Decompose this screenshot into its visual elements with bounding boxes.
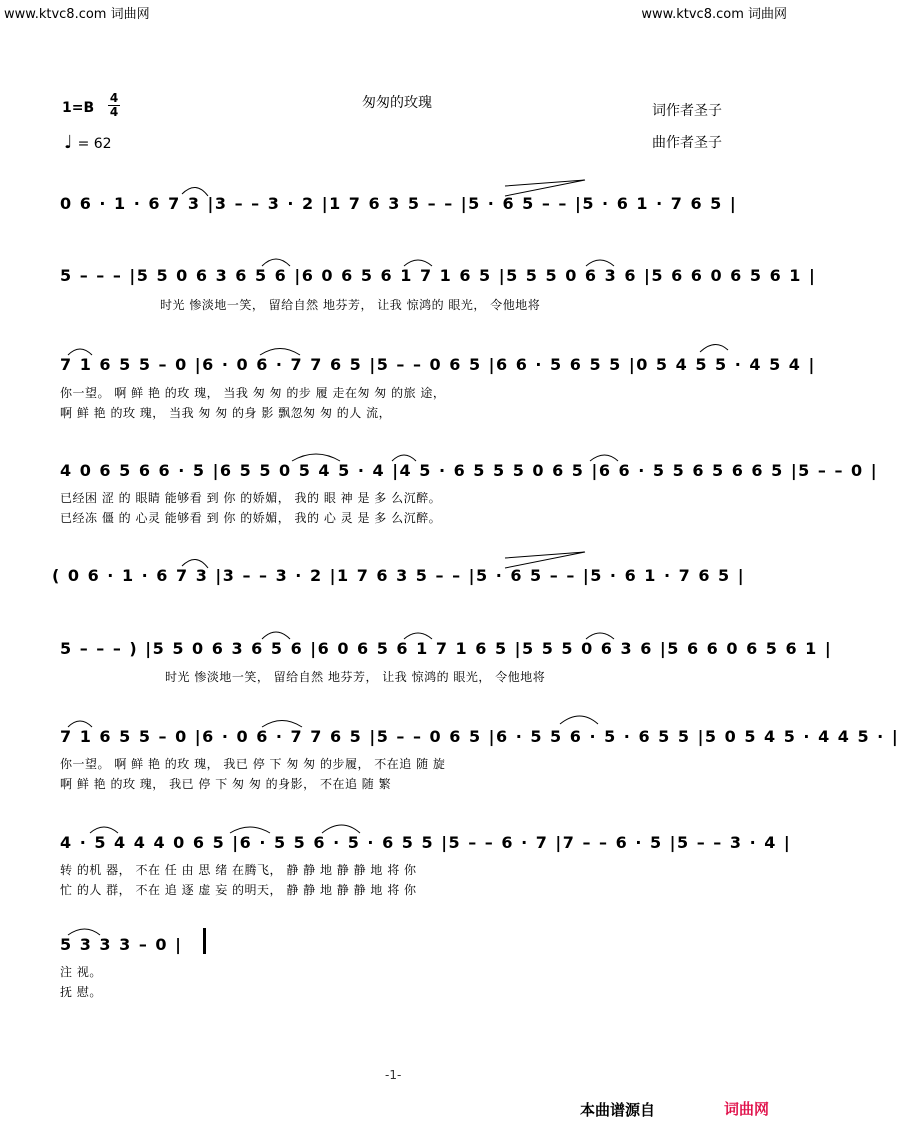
system-1-notes: 0 6 · 1 · 6 7 3 |3 – – 3 · 2 |1 7 6 3 5 – – |5 · 6 5 – – |5 · 6 1 · 7 6 5 | [60,194,738,213]
system-3-lyrics-verse-1: 你一望。 啊 鲜 艳 的玫 瑰， 当我 匆 匆 的步 履 走在匆 匆 的旅 途， [60,386,446,400]
system-2-lyrics-verse-1: 时光 惨淡地一笑， 留给自然 地芬芳， 让我 惊鸿的 眼光， 令他地将 [160,298,541,312]
slur-tie [560,716,598,724]
system-9-lyrics-verse-2: 抚 慰。 [60,985,102,999]
system-8-lyrics-verse-2: 忙 的人 群， 不在 追 逐 虚 妄 的明天， 静 静 地 静 静 地 将 你 [60,883,417,897]
time-signature-top: 4 [109,91,119,105]
system-3-notes: 7 1 6 5 5 – 0 |6 · 0 6 · 7 7 6 5 |5 – – 0 6 5 |6 6 · 5 6 5 5 |0 5 4 5 5 · 4 5 4 | [60,355,816,374]
tempo-value: = 62 [77,136,112,152]
system-9-notes: 5 3 3 3 – 0 | [60,935,183,954]
system-8-lyrics-verse-1: 转 的机 器， 不在 任 由 思 绪 在腾飞， 静 静 地 静 静 地 将 你 [60,863,417,877]
slur-tie [262,632,290,639]
watermark-left: www.ktvc8.com 词曲网 [4,7,150,22]
system-6-lyrics-verse-1: 时光 惨淡地一笑， 留给自然 地芬芳， 让我 惊鸿的 眼光， 令他地将 [165,670,546,684]
slur-tie [700,344,728,352]
slur-tie [292,454,340,461]
key-signature: 1=B [62,100,95,116]
time-signature-bottom: 4 [109,105,119,119]
slur-tie [262,259,290,266]
final-barline [203,928,206,954]
tempo-mark [64,133,112,152]
quarter-note-icon: ♩ [64,132,73,153]
system-8-notes: 4 · 5 4 4 4 0 6 5 |6 · 5 5 6 · 5 · 6 5 5 |5 – – 6 · 7 |7 – – 6 · 5 |5 – – 3 · 4 | [60,833,792,852]
system-6-notes: 5 – – – ) |5 5 0 6 3 6 5 6 |6 0 6 5 6 1 7 1 6 5 |5 5 5 0 6 3 6 |5 6 6 0 6 5 6 1 | [60,639,833,658]
slur-tie [322,825,360,833]
watermark-right: www.ktvc8.com 词曲网 [641,7,787,22]
time-signature [108,92,120,119]
song-title: 匆匆的玫瑰 [362,95,432,111]
system-4-notes: 4 0 6 5 6 6 · 5 |6 5 5 0 5 4 5 · 4 |4 5 · 6 5 5 5 0 6 5 |6 6 · 5 5 6 5 6 6 5 |5 – – 0 | [60,461,879,480]
system-7-notes: 7 1 6 5 5 – 0 |6 · 0 6 · 7 7 6 5 |5 – – 0 6 5 |6 · 5 5 6 · 5 · 6 5 5 |5 0 5 4 5 · 4 4 5 · | [60,727,899,746]
system-5-notes: ( 0 6 · 1 · 6 7 3 |3 – – 3 · 2 |1 7 6 3 5 – – |5 · 6 5 – – |5 · 6 1 · 7 6 5 | [52,566,746,585]
system-4-lyrics-verse-2: 已经冻 僵 的 心灵 能够看 到 你 的娇媚， 我的 心 灵 是 多 么沉醉。 [60,511,442,525]
system-3-lyrics-verse-2: 啊 鲜 艳 的玫 瑰， 当我 匆 匆 的身 影 飘忽匆 匆 的人 流， [60,406,392,420]
system-4-lyrics-verse-1: 已经困 涩 的 眼睛 能够看 到 你 的娇媚， 我的 眼 神 是 多 么沉醉。 [60,491,442,505]
system-2-notes: 5 – – – |5 5 0 6 3 6 5 6 |6 0 6 5 6 1 7 1 6 5 |5 5 5 0 6 3 6 |5 6 6 0 6 5 6 1 | [60,266,817,285]
footer-brand-link[interactable]: 词曲网 [724,1100,770,1118]
system-7-lyrics-verse-1: 你一望。 啊 鲜 艳 的玫 瑰， 我已 停 下 匆 匆 的步履， 不在追 随 旋 [60,757,446,771]
composer: 曲作者圣子 [652,135,722,151]
footer-source-text: 本曲谱源自 [580,1101,656,1119]
page-number: -1- [385,1068,402,1082]
lyricist: 词作者圣子 [652,103,722,119]
system-7-lyrics-verse-2: 啊 鲜 艳 的玫 瑰， 我已 停 下 匆 匆 的身影， 不在追 随 繁 [60,777,392,791]
system-9-lyrics-verse-1: 注 视。 [60,965,102,979]
